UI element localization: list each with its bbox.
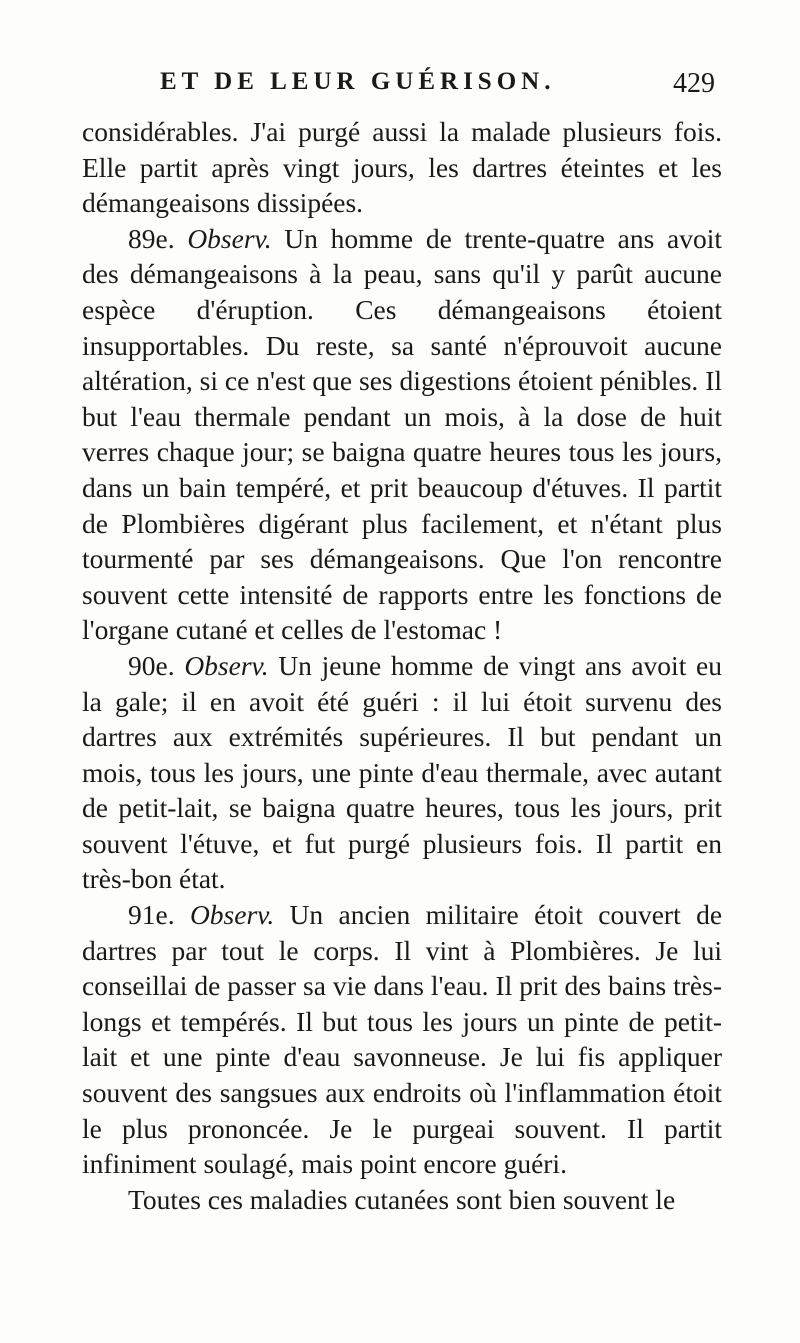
observation-91: [82, 897, 722, 1182]
observation-label: Observ.: [189, 899, 275, 931]
observation-label: Observ.: [184, 649, 269, 681]
observation-label: Observ.: [187, 222, 272, 254]
paragraph-continuation: [82, 114, 722, 221]
paragraph-text: Un homme de trente-quatre ans avoit des démangeaisons à la peau, sans qu'il y parût aucune espèce d'éruption. Ces démangeaisons étoient insupportables. Du reste, sa santé n'éprouvoit aucune altération, si ce n'est que ses digestions étoient pénibles. Il but l'eau thermale pendant un mois, à la dose de huit verres chaque jour; se baigna quatre heures tous les jours, dans un bain tempéré, et prit beaucoup d'étuves. Il partit de Plombières digérant plus facilement, et n'étant plus tourmenté par ses démangeaisons. Que l'on rencontre souvent cette intensité de rapports entre les fonctions de l'organe cutané et celles de l'estomac !: [82, 222, 723, 646]
observation-90: [82, 648, 722, 897]
body-text: [82, 114, 722, 1217]
running-head-title: ET DE LEUR GUÉRISON.: [160, 68, 556, 95]
paragraph-text: considérables. J'ai purgé aussi la malade plusieurs fois. Elle partit après vingt jours, les dartres éteintes et les démangeaisons dissipées.: [82, 116, 722, 219]
observation-number: 90e.: [128, 649, 175, 681]
observation-number: 89e.: [128, 222, 175, 254]
running-head: [160, 68, 715, 108]
observation-number: 91e.: [128, 899, 175, 931]
paragraph-text: Un ancien militaire étoit couvert de dartres par tout le corps. Il vint à Plombières. Je lui conseillai de passer sa vie dans l'eau. Il prit des bains très-longs et tempérés. Il but tous les jours un pinte de petit-lait et une pinte d'eau savonneuse. Je lui fis appliquer souvent des sangsues aux endroits où l'inflammation étoit le plus prononcée. Je le purgeai souvent. Il partit infiniment soulagé, mais point encore guéri.: [82, 899, 723, 1180]
closing-line: Toutes ces maladies cutanées sont bien souvent le: [128, 1183, 676, 1215]
paragraph-text: Un jeune homme de vingt ans avoit eu la gale; il en avoit été guéri : il lui étoit survenu des dartres aux extrémités supérieures. Il but pendant un mois, tous les jours, une pinte d'eau thermale, avec autant de petit-lait, se baigna quatre heures, tous les jours, prit souvent l'étuve, et fut purgé plusieurs fois. Il partit en très-bon état.: [82, 649, 723, 895]
observation-89: [82, 221, 722, 648]
page-number: 429: [673, 68, 715, 99]
